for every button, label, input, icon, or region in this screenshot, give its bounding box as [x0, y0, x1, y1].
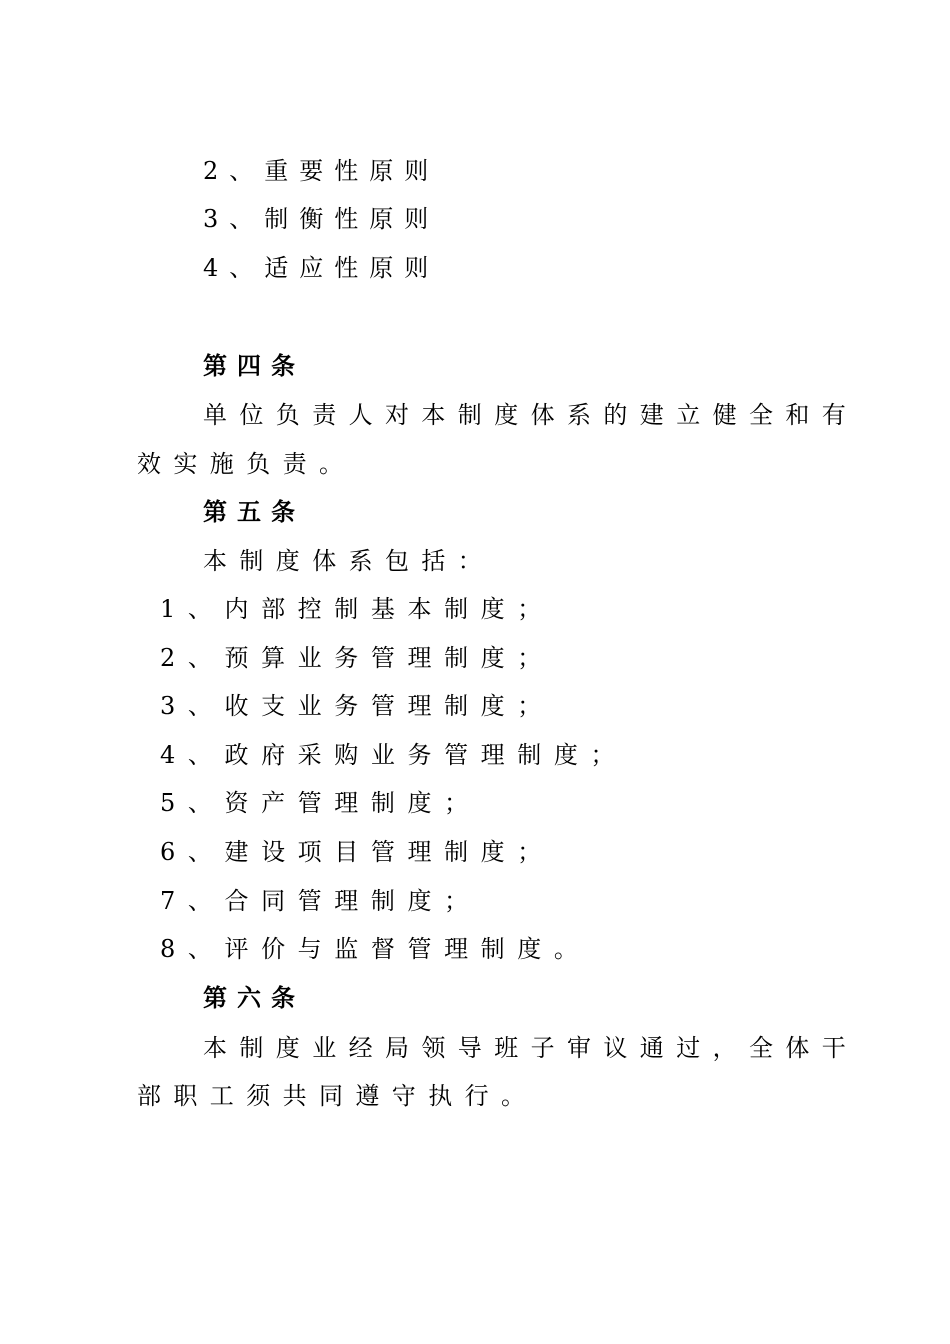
article-4-text-line-2: 效实施负责。 [137, 450, 356, 478]
principle-item: 3、制衡性原则 [203, 205, 440, 233]
system-list-item: 7、合同管理制度； [160, 887, 481, 915]
article-5-intro: 本制度体系包括： [203, 547, 495, 575]
principle-item: 4、适应性原则 [203, 254, 440, 282]
article-6-text-line-2: 部职工须共同遵守执行。 [137, 1082, 538, 1110]
article-6-text-line-1: 本制度业经局领导班子审议通过，全体干 [203, 1034, 859, 1062]
article-5-heading: 第五条 [203, 497, 305, 526]
principle-item: 2、重要性原则 [203, 157, 440, 185]
system-list-item: 8、评价与监督管理制度。 [160, 935, 591, 963]
article-4-text-line-1: 单位负责人对本制度体系的建立健全和有 [203, 401, 859, 429]
system-list-item: 6、建设项目管理制度； [160, 838, 554, 866]
system-list-item: 5、资产管理制度； [160, 789, 481, 817]
system-list-item: 3、收支业务管理制度； [160, 692, 554, 720]
article-4-heading: 第四条 [203, 351, 305, 380]
system-list-item: 4、政府采购业务管理制度； [160, 741, 628, 769]
system-list-item: 2、预算业务管理制度； [160, 644, 554, 672]
article-6-heading: 第六条 [203, 983, 305, 1012]
system-list-item: 1、内部控制基本制度； [160, 595, 554, 623]
